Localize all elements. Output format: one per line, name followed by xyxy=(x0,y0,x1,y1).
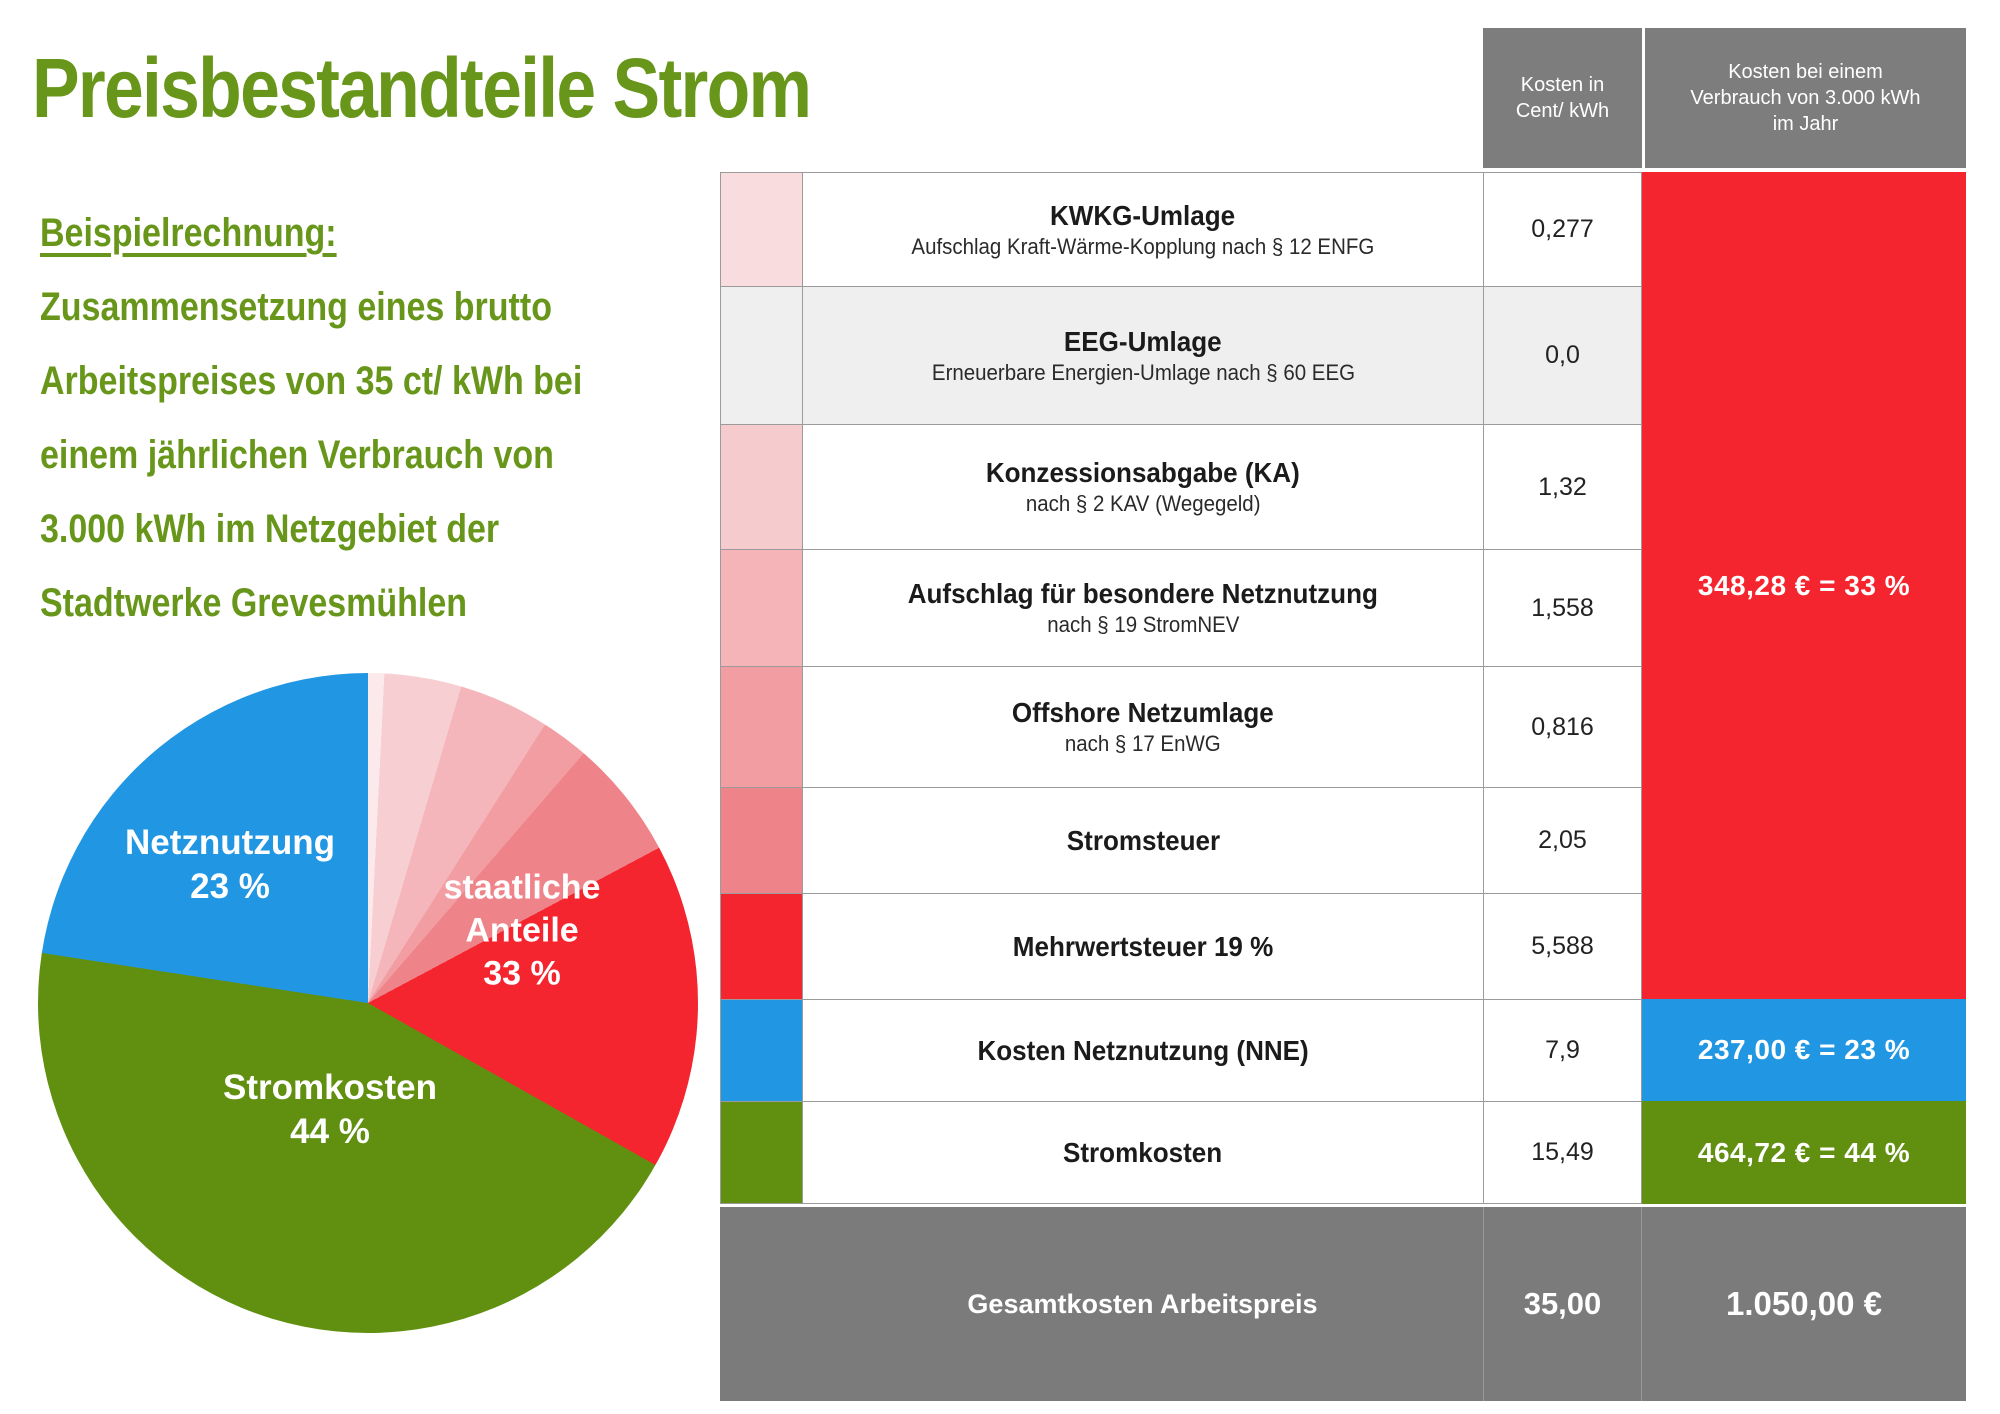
row-color-chip xyxy=(720,666,802,787)
intro-line: 3.000 kWh im Netzgebiet der xyxy=(40,507,500,551)
row-color-chip xyxy=(720,999,802,1101)
row-title: Aufschlag für besondere Netznutzung xyxy=(907,578,1379,609)
cents-value: 0,277 xyxy=(1531,215,1594,243)
cents-value: 2,05 xyxy=(1538,826,1587,854)
row-color-chip xyxy=(720,172,802,286)
row-value-cents xyxy=(1483,549,1642,666)
pie-label-line: staatliche xyxy=(443,868,601,907)
intro-line: Stadtwerke Grevesmühlen xyxy=(40,581,468,625)
table-row-label xyxy=(802,424,1483,549)
footer-label-cell xyxy=(802,1207,1483,1401)
header-line: Cent/ kWh xyxy=(1515,100,1610,122)
intro-line: Zusammensetzung eines brutto xyxy=(40,285,552,329)
row-color-chip xyxy=(720,1101,802,1204)
header-line: Verbrauch von 3.000 kWh xyxy=(1690,87,1921,109)
pie-label-netznutzung xyxy=(125,821,335,909)
row-color-chip xyxy=(720,787,802,893)
intro-line: Beispielrechnung: xyxy=(40,211,337,255)
row-title: EEG-Umlage xyxy=(1064,325,1222,357)
page-title: Preisbestandteile Strom xyxy=(32,41,811,135)
row-subtitle: nach § 17 EnWG xyxy=(1065,731,1221,756)
row-title: Stromsteuer xyxy=(1066,824,1220,856)
table-row-label xyxy=(802,1101,1483,1204)
pie-label-line: Netznutzung xyxy=(125,823,335,862)
row-value-cents xyxy=(1483,999,1642,1101)
row-subtitle: nach § 19 StromNEV xyxy=(1046,612,1240,637)
row-value-cents xyxy=(1483,1101,1642,1204)
group-block-energy-costs xyxy=(1642,1101,1966,1204)
pie-label-line: Stromkosten xyxy=(223,1068,437,1107)
cents-value: 1,558 xyxy=(1531,593,1594,622)
footer-cents-cell xyxy=(1483,1207,1642,1401)
pie-label-line: Anteile xyxy=(465,911,579,950)
cents-value: 5,588 xyxy=(1531,932,1594,960)
table-row-label xyxy=(802,172,1483,286)
row-subtitle: nach § 2 KAV (Wegegeld) xyxy=(1025,491,1261,516)
cents-value: 1,32 xyxy=(1538,472,1587,501)
row-value-cents xyxy=(1483,172,1642,286)
price-components-table xyxy=(720,28,1966,1401)
row-subtitle: Aufschlag Kraft-Wärme-Kopplung nach § 12 ENFG xyxy=(911,233,1375,259)
cents-value: 0,0 xyxy=(1545,341,1580,369)
pie-label-line: 23 % xyxy=(190,867,270,906)
group-value: 348,28 € = 33 % xyxy=(1697,569,1911,601)
row-title: Konzessionsabgabe (KA) xyxy=(986,457,1300,488)
row-value-cents xyxy=(1483,787,1642,893)
pie-label-line: 33 % xyxy=(483,954,561,993)
row-title: Stromkosten xyxy=(1063,1136,1223,1168)
group-value: 464,72 € = 44 % xyxy=(1697,1136,1911,1168)
footer-annual-cell xyxy=(1642,1207,1966,1401)
table-row-label xyxy=(802,666,1483,787)
row-title: KWKG-Umlage xyxy=(1050,199,1236,231)
row-title: Kosten Netznutzung (NNE) xyxy=(977,1034,1309,1066)
group-value: 237,00 € = 23 % xyxy=(1697,1034,1911,1065)
table-footer-total xyxy=(720,1207,1966,1401)
row-value-cents xyxy=(1483,424,1642,549)
row-title: Offshore Netzumlage xyxy=(1012,697,1274,728)
row-color-chip xyxy=(720,286,802,424)
footer-label: Gesamtkosten Arbeitspreis xyxy=(967,1288,1318,1319)
table-row-label xyxy=(802,286,1483,424)
footer-total-annual: 1.050,00 € xyxy=(1726,1285,1882,1322)
row-color-chip xyxy=(720,549,802,666)
column-header-cents xyxy=(1483,28,1642,168)
pie-label-stromkosten xyxy=(223,1066,437,1154)
row-subtitle: Erneuerbare Energien-Umlage nach § 60 EEG xyxy=(931,359,1355,385)
row-color-chip xyxy=(720,893,802,999)
intro-line: einem jährlichen Verbrauch von xyxy=(40,433,554,477)
cents-value: 7,9 xyxy=(1545,1036,1580,1064)
pie-chart xyxy=(38,673,698,1333)
table-row-label xyxy=(802,999,1483,1101)
footer-total-cents: 35,00 xyxy=(1523,1286,1602,1321)
group-block-grid-usage xyxy=(1642,999,1966,1101)
row-title: Mehrwertsteuer 19 % xyxy=(1012,930,1274,962)
table-row-label xyxy=(802,787,1483,893)
header-line: Kosten in xyxy=(1520,74,1605,96)
example-calculation-text xyxy=(40,196,582,640)
table-row-label xyxy=(802,549,1483,666)
cents-value: 15,49 xyxy=(1531,1138,1594,1166)
pie-label-line: 44 % xyxy=(290,1112,370,1151)
intro-line: Arbeitspreises von 35 ct/ kWh bei xyxy=(40,359,583,403)
row-value-cents xyxy=(1483,666,1642,787)
header-line: Kosten bei einem xyxy=(1728,61,1883,83)
table-row-label xyxy=(802,893,1483,999)
row-value-cents xyxy=(1483,286,1642,424)
group-block-state-share xyxy=(1642,172,1966,999)
column-header-annual xyxy=(1642,28,1966,168)
pie-label-staatliche-anteile xyxy=(444,867,601,996)
row-value-cents xyxy=(1483,893,1642,999)
cents-value: 0,816 xyxy=(1531,712,1594,741)
header-line: im Jahr xyxy=(1772,113,1839,135)
row-color-chip xyxy=(720,424,802,549)
